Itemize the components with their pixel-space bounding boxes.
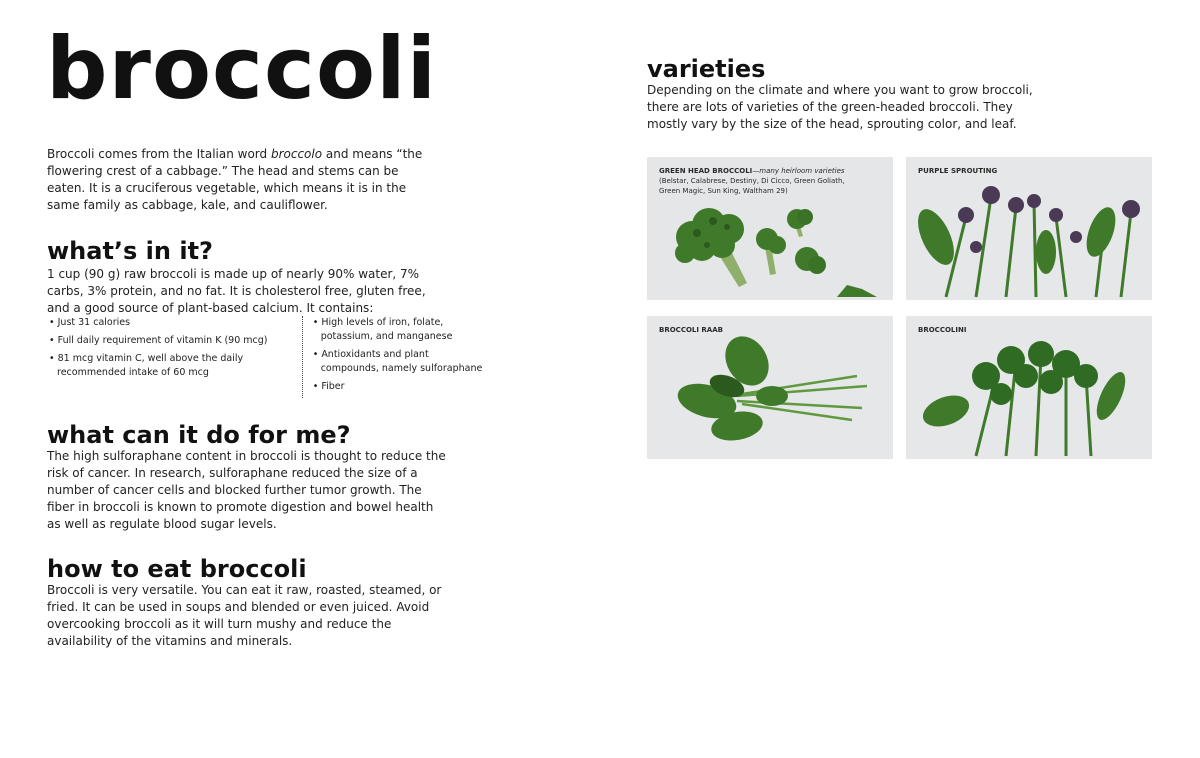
how-to-eat-section — [47, 556, 447, 650]
photo-caption: PURPLE SPROUTING — [918, 167, 998, 175]
how-to-eat-text: Broccoli is very versatile. You can eat it raw, roasted, steamed, or fried. It can be used in soups and blended or even juiced. Avoid overcooking broccoli as it will turn mushy and reduce the availability of the vitamins and minerals. — [47, 583, 442, 648]
whats-in-it-section — [47, 238, 447, 317]
what-can-it-do-heading: what can it do for me? — [47, 421, 351, 449]
bullet-item: • 81 mcg vitamin C, well above the daily recommended intake of 60 mcg — [49, 352, 290, 380]
photo-green-head-broccoli — [647, 157, 893, 300]
broccolini-image — [906, 316, 1152, 459]
photo-broccolini — [906, 316, 1152, 459]
bullet-item: • High levels of iron, folate, potassium, and manganese — [313, 316, 489, 344]
photo-purple-sprouting — [906, 157, 1152, 300]
broccoli-raab-image — [647, 316, 893, 459]
bullet-item: • Antioxidants and plant compounds, namely sulforaphane — [313, 348, 489, 376]
bullet-item: • Just 31 calories — [49, 316, 290, 330]
photo-caption: BROCCOLINI — [918, 326, 967, 334]
what-can-it-do-text: The high sulforaphane content in broccoli is thought to reduce the risk of cancer. In research, sulforaphane reduced the size of a number of cancer cells and blocked further tumor growth. The fiber in broccoli is known to promote digestion and bowel health as well as regulate blood sugar levels. — [47, 449, 446, 531]
photo-broccoli-raab — [647, 316, 893, 459]
varieties-section — [647, 56, 1047, 133]
bullet-column-left — [49, 316, 302, 398]
purple-sprouting-image — [906, 157, 1152, 300]
photo-caption: BROCCOLI RAAB — [659, 326, 723, 334]
bullet-item: • Full daily requirement of vitamin K (90 mcg) — [49, 334, 290, 348]
whats-in-it-heading: what’s in it? — [47, 237, 213, 265]
varieties-text: Depending on the climate and where you want to grow broccoli, there are lots of varieties of the green-headed broccoli. They mostly vary by the size of the head, sprouting color, and leaf. — [647, 83, 1033, 131]
bullet-column-right — [302, 316, 489, 398]
page-title: broccoli — [46, 19, 438, 119]
varieties-heading: varieties — [647, 55, 766, 83]
intro-italic-word: broccolo — [270, 147, 323, 161]
intro-paragraph: Broccoli comes from the Italian word broccolo and means “the flowering crest of a cabbage.” The head and stems can be eaten. It is a cruciferous vegetable, which means it is in the same family as cabbage, kale, and cauliflower. — [47, 147, 423, 212]
whats-in-it-text: 1 cup (90 g) raw broccoli is made up of nearly 90% water, 7% carbs, 3% protein, and no fat. It is cholesterol free, gluten free, and a good source of plant-based calcium. It contains: — [47, 267, 426, 315]
bullet-item: • Fiber — [313, 380, 489, 394]
photo-caption: GREEN HEAD BROCCOLI—many heirloom varieties (Belstar, Calabrese, Destiny, Di Cicco, Green Goliath, Green Magic, Sun King, Waltham 29) — [659, 167, 845, 195]
how-to-eat-heading: how to eat broccoli — [47, 555, 307, 583]
what-can-it-do-section — [47, 422, 447, 533]
nutrient-bullet-list — [49, 316, 489, 398]
